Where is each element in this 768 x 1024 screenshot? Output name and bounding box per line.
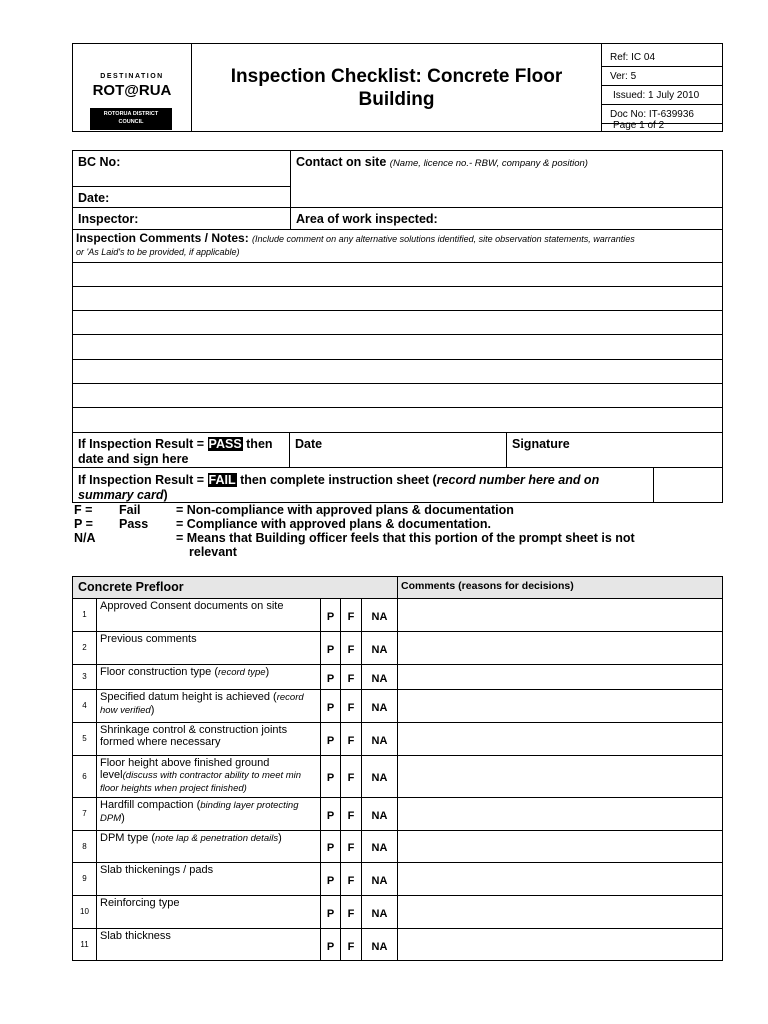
na-option: NA [371,874,388,887]
fail-badge: FAIL [208,473,236,487]
na-option: NA [371,701,388,714]
comment-cell [398,895,722,928]
row-description: Reinforcing type [100,897,180,909]
pass-option: P [326,772,335,784]
row-description: Hardfill compaction (binding layer protecting DPM) [100,799,299,824]
comment-line [72,407,723,408]
row-number: 6 [82,771,87,781]
comment-line [72,334,723,335]
pass-option: P [326,672,335,685]
na-option: NA [371,643,388,656]
comment-line [72,359,723,360]
comment-line [72,432,723,433]
contact-label: Contact on site [296,155,387,169]
fail-instruction: If Inspection Result = FAIL then complete instruction sheet (record number here and on summary card) [78,473,600,502]
row-number: 4 [82,701,87,710]
title-line-2: Building [358,88,435,110]
comment-cell [398,722,722,755]
comments-heading [76,232,716,258]
meta-version: Ver: 5 [602,67,723,86]
fail-option: F [347,874,355,887]
row-number: 5 [82,734,87,743]
row-description: Slab thickenings / pads [100,864,214,876]
logo-top-text: DESTINATION [100,73,164,80]
fail-option: F [347,610,355,623]
comments-column-header: Comments (reasons for decisions) [401,580,574,592]
row-description: Approved Consent documents on site [100,600,284,612]
contact-on-site [292,152,722,172]
row-number: 1 [82,610,87,619]
comment-cell [398,928,722,961]
logo-sub-text-2: COUNCIL [118,119,144,125]
pass-option: P [326,907,335,920]
fail-option: F [347,643,355,656]
legend-code-na: N/A [74,531,96,545]
comment-line [72,286,723,287]
contact-hint: (Name, licence no.- RBW, company & position) [389,158,588,169]
na-option: NA [371,842,388,854]
fail-option: F [347,907,355,920]
comment-cell [398,862,722,895]
row-number: 3 [82,672,87,681]
comment-cell [398,755,722,797]
pass-option: P [326,809,335,822]
logo-sub-text-1: ROTORUA DISTRICT [103,111,159,117]
meta-ref: Ref: IC 04 [602,48,723,67]
row-number: 9 [82,874,87,883]
row-number: 7 [82,809,87,818]
row-number: 2 [82,643,87,652]
pass-option: P [326,874,335,887]
bc-no-label: BC No: [78,155,121,169]
meta-doc-no: Doc No: IT-639936 [602,105,723,124]
row-description: Shrinkage control & construction joints formed where necessary [100,724,288,748]
pass-option: P [326,734,335,747]
comment-cell [398,830,722,862]
row-description: Floor height above finished ground level(discuss with contractor ability to meet min floor heights when project finished) [100,757,302,794]
legend-meaning-na: = Means that Building officer feels that this portion of the prompt sheet is not [176,531,635,545]
meta-issued: Issued: 1 July 2010 [602,86,723,105]
pass-option: P [326,643,335,656]
pass-option: P [326,842,335,854]
legend-code-pass: P = [74,517,93,531]
legend-meaning-fail: = Non-compliance with approved plans & documentation [176,503,514,517]
na-option: NA [371,734,388,747]
row-description: DPM type (note lap & penetration details) [100,832,282,844]
area-label: Area of work inspected: [296,212,438,226]
na-option: NA [371,610,388,623]
na-option: NA [371,940,388,953]
pass-option: P [326,610,335,623]
row-description: Floor construction type (record type) [100,666,270,678]
legend-code-fail: F = [74,503,93,517]
pass-option: P [326,940,335,953]
row-number: 11 [80,940,89,949]
fail-option: F [347,672,355,685]
section-title: Concrete Prefloor [78,580,184,594]
pass-option: P [326,701,335,714]
pass-badge: PASS [208,437,242,451]
fail-option: F [347,734,355,747]
comments-hint-2: or 'As Laid's to be provided, if applicable) [76,247,240,257]
comment-line [72,262,723,263]
comment-cell [398,664,722,689]
legend-meaning-na-cont: relevant [189,545,237,559]
meta-page: Page 1 of 2 [613,119,665,131]
na-option: NA [371,672,388,685]
pass-instruction: If Inspection Result = PASS then date and sign here [78,437,273,466]
fail-option: F [347,940,355,953]
legend-word-pass: Pass [119,517,149,531]
comment-cell [398,631,722,664]
logo-sub-block [90,108,172,130]
na-option: NA [371,772,388,784]
comment-line [72,383,723,384]
date-label: Date: [78,191,110,205]
fail-option: F [347,772,355,784]
row-description: Previous comments [100,633,197,645]
title-line-1: Inspection Checklist: Concrete Floor [230,65,563,87]
pass-date-label: Date [295,437,323,451]
fail-option: F [347,842,355,854]
comments-hint: (Include comment on any alternative solutions identified, site observation statements, warranties [252,234,635,244]
comment-line [72,310,723,311]
na-option: NA [371,809,388,822]
signature-label: Signature [512,437,570,451]
inspector-label: Inspector: [78,212,139,226]
fail-option: F [347,809,355,822]
logo-brand: ROT@RUA [92,82,172,99]
row-description: Specified datum height is achieved (record how verified) [100,691,304,716]
legend-word-fail: Fail [119,503,141,517]
fail-option: F [347,701,355,714]
row-number: 10 [80,907,89,916]
comment-cell [398,598,722,631]
comment-cell [398,689,722,722]
council-logo [72,43,192,132]
comment-cell [398,797,722,830]
na-option: NA [371,907,388,920]
row-number: 8 [82,841,87,851]
page-title [192,43,602,132]
legend-meaning-pass: = Compliance with approved plans & documentation. [176,517,491,531]
comments-label: Inspection Comments / Notes: [76,231,249,245]
row-description: Slab thickness [100,930,171,942]
